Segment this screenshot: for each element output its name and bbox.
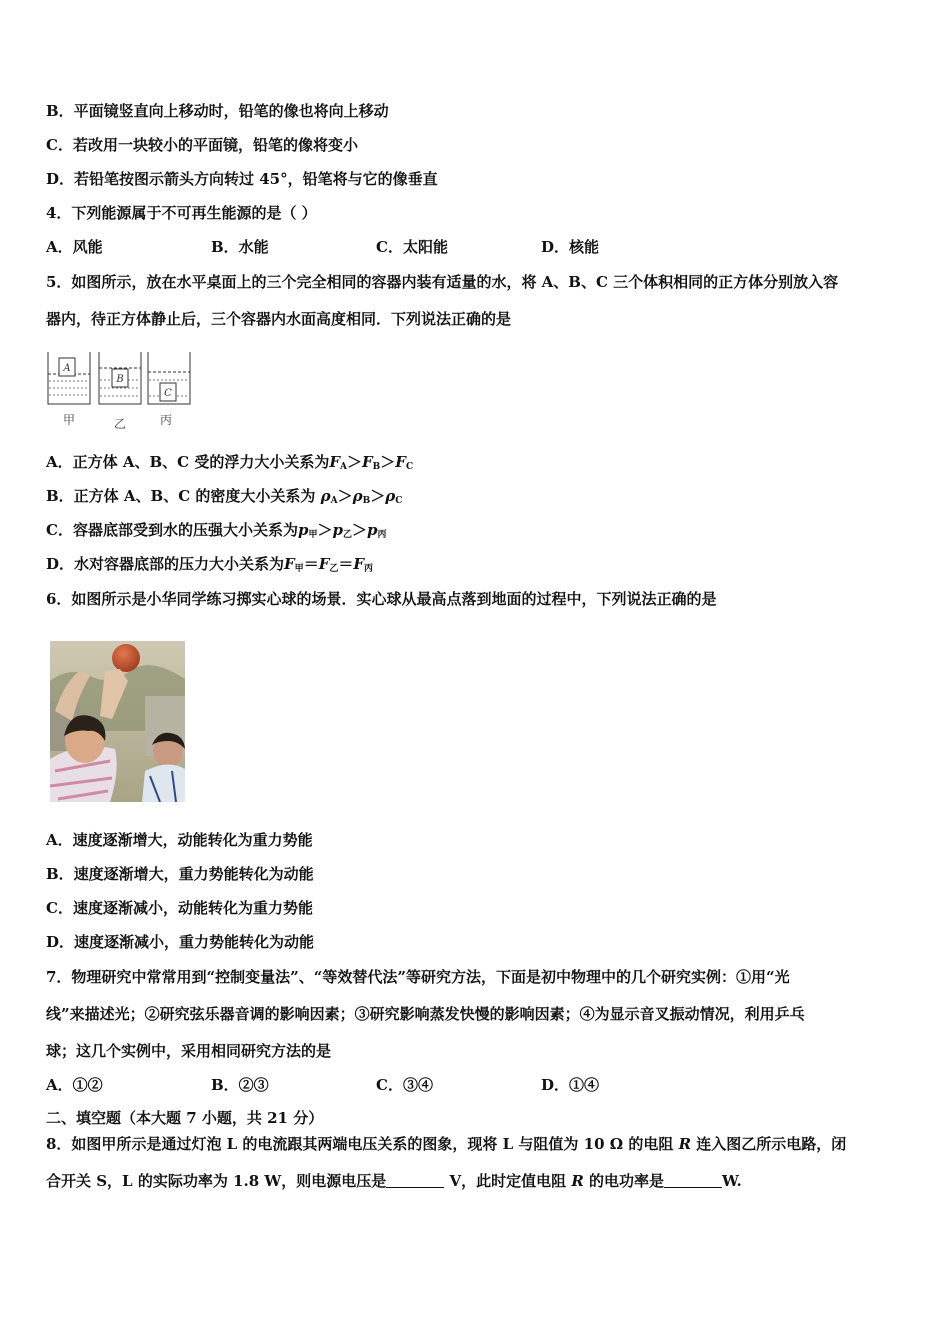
block-a-label: A bbox=[63, 363, 71, 374]
q7-stem-line2: 线”来描述光；②研究弦乐器音调的影响因素；③研究影响蒸发快慢的影响因素；④为显示音叉振动情况，利用乒乓 bbox=[46, 1005, 805, 1023]
q6-stem: 6．如图所示是小华同学练习掷实心球的场景．实心球从最高点落到地面的过程中，下列说法正确的是 bbox=[46, 590, 717, 608]
q6-option-b: B．速度逐渐增大，重力势能转化为动能 bbox=[46, 865, 314, 883]
block-b-label: B bbox=[116, 374, 124, 385]
block-c-label: C bbox=[164, 388, 172, 399]
q7-option-a: A．①② bbox=[46, 1076, 103, 1094]
q4-stem: 4．下列能源属于不可再生能源的是（ ） bbox=[46, 204, 317, 222]
q6-option-c: C．速度逐渐减小，动能转化为重力势能 bbox=[46, 899, 313, 917]
q4-option-b: B．水能 bbox=[211, 238, 269, 256]
q5-stem-line1: 5．如图所示，放在水平桌面上的三个完全相同的容器内装有适量的水，将 A、B、C 三个体积相同的正方体分别放入容 bbox=[46, 273, 839, 291]
q4-option-c: C．太阳能 bbox=[376, 238, 448, 256]
q5-option-c: C．容器底部受到水的压强大小关系为$p_甲>p_乙>p_丙$ bbox=[46, 521, 387, 540]
answer-blank-2[interactable] bbox=[664, 1173, 722, 1188]
q6-option-d: D．速度逐渐减小，重力势能转化为动能 bbox=[46, 933, 315, 951]
three-containers-figure bbox=[46, 350, 196, 434]
q7-stem-line1: 7．物理研究中常常用到“控制变量法”、“等效替代法”等研究方法，下面是初中物理中的几个研究实例：①用“光 bbox=[46, 968, 790, 986]
q5-option-a: A．正方体 A、B、C 受的浮力大小关系为$F_A>F_B>F_C$ bbox=[46, 453, 414, 472]
label-bing: 丙 bbox=[159, 413, 173, 427]
ball bbox=[112, 644, 140, 672]
q6-option-a: A．速度逐渐增大，动能转化为重力势能 bbox=[46, 831, 313, 849]
q7-stem-line3: 球；这几个实例中，采用相同研究方法的是 bbox=[46, 1042, 332, 1060]
q7-option-b: B．②③ bbox=[211, 1076, 269, 1094]
q3-option-c: C．若改用一块较小的平面镜，铅笔的像将变小 bbox=[46, 136, 358, 154]
q5-option-d: D．水对容器底部的压力大小关系为$F_甲=F_乙=F_丙$ bbox=[46, 555, 374, 574]
q7-option-c: C．③④ bbox=[376, 1076, 433, 1094]
q3-option-b: B．平面镜竖直向上移动时，铅笔的像也将向上移动 bbox=[46, 102, 389, 120]
q5-option-b: B．正方体 A、B、C 的密度大小关系为 $\rho_A>\rho_B>\rho_C$ bbox=[46, 487, 403, 506]
section-title: 二、填空题（本大题 7 小题，共 21 分） bbox=[46, 1109, 324, 1127]
answer-blank-1[interactable] bbox=[386, 1173, 444, 1188]
q4-option-a: A．风能 bbox=[46, 238, 103, 256]
container-jia bbox=[48, 352, 90, 404]
q3-option-d: D．若铅笔按图示箭头方向转过 45°，铅笔将与它的像垂直 bbox=[46, 170, 438, 188]
q4-option-d: D．核能 bbox=[541, 238, 600, 256]
shot-put-photo bbox=[50, 641, 185, 802]
q7-option-d: D．①④ bbox=[541, 1076, 600, 1094]
q5-stem-line2: 器内，待正方体静止后，三个容器内水面高度相同．下列说法正确的是 bbox=[46, 310, 512, 328]
label-jia: 甲 bbox=[62, 413, 76, 427]
label-yi: 乙 bbox=[113, 417, 127, 431]
q8-line1: 8．如图甲所示是通过灯泡 L 的电流跟其两端电压关系的图象，现将 L 与阻值为 10 Ω 的电阻 R 连入图乙所示电路，闭 bbox=[46, 1135, 847, 1153]
q8-line2: 合开关 S，L 的实际功率为 1.8 W，则电源电压是 V，此时定值电阻 R 的电功率是 W. bbox=[46, 1172, 742, 1190]
